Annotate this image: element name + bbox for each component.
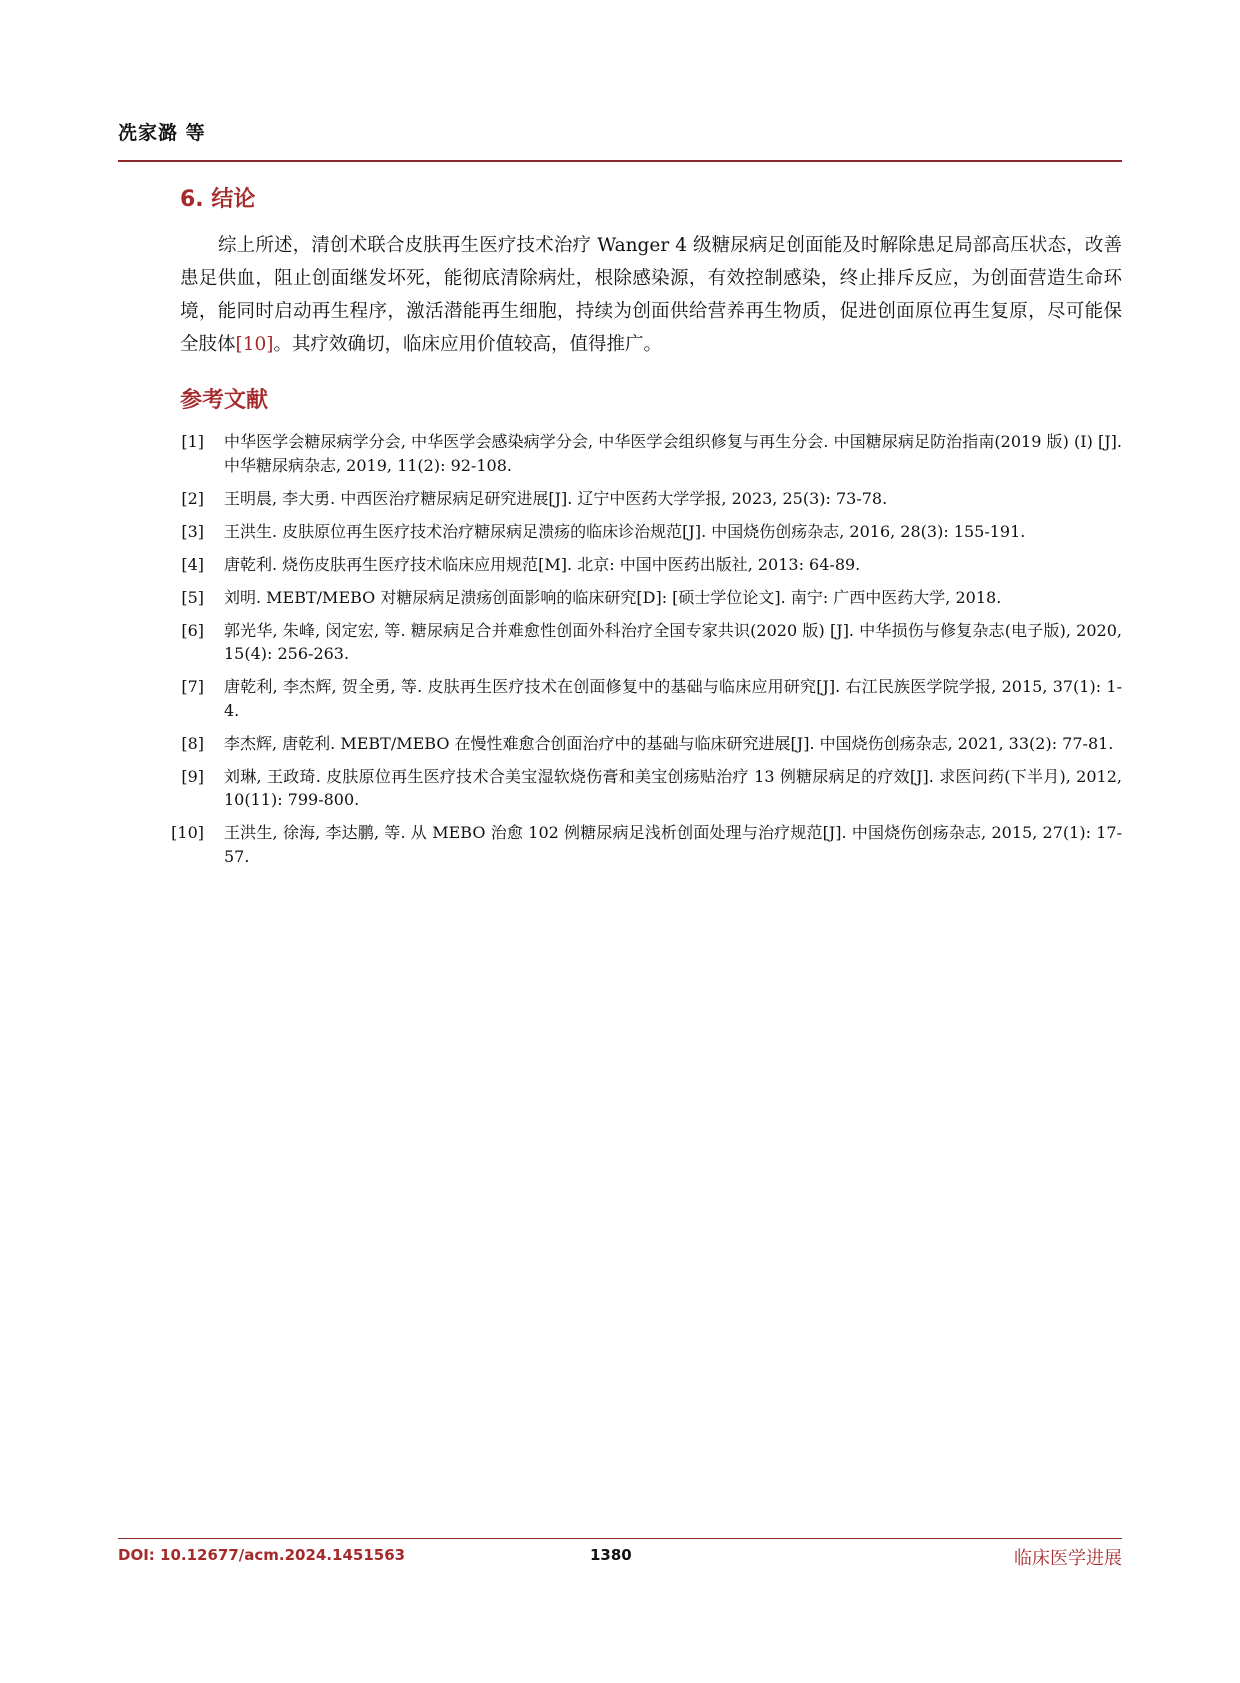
references-heading: 参考文献	[180, 388, 269, 413]
reference-number: [9]	[181, 766, 204, 786]
reference-text: 王洪生, 徐海, 李达鹏, 等. 从 MEBO 治愈 102 例糖尿病足浅析创面处理与治疗规范[J]. 中国烧伤创疡杂志, 2015, 27(1): 17-57.	[224, 823, 1122, 866]
reference-text: 刘明. MEBT/MEBO 对糖尿病足溃疡创面影响的临床研究[D]: [硕士学位论文]. 南宁: 广西中医药大学, 2018.	[224, 587, 1002, 607]
reference-item	[180, 619, 1122, 666]
reference-text: 李杰辉, 唐乾利. MEBT/MEBO 在慢性难愈合创面治疗中的基础与临床研究进展[J]. 中国烧伤创疡杂志, 2021, 33(2): 77-81.	[224, 733, 1114, 753]
reference-number: [4]	[181, 554, 204, 574]
reference-number: [1]	[181, 432, 204, 451]
reference-number: [5]	[181, 587, 204, 607]
reference-item	[180, 520, 1122, 544]
reference-number: [8]	[181, 733, 204, 753]
reference-text: 王洪生. 皮肤原位再生医疗技术治疗糖尿病足溃疡的临床诊治规范[J]. 中国烧伤创疡杂志, 2016, 28(3): 155-191.	[224, 521, 1026, 541]
reference-item	[180, 553, 1122, 577]
header-divider	[118, 160, 1122, 162]
reference-item	[180, 586, 1122, 610]
reference-text: 唐乾利. 烧伤皮肤再生医疗技术临床应用规范[M]. 北京: 中国中医药出版社, 2013: 64-89.	[224, 554, 861, 574]
reference-list	[171, 430, 1122, 868]
reference-item	[180, 675, 1122, 722]
page-number: 1380	[590, 1546, 632, 1564]
reference-item	[180, 487, 1122, 511]
conclusion-text: 综上所述，清创术联合皮肤再生医疗技术治疗 Wanger 4 级糖尿病足创面能及时解除患足局部高压状态，改善患足供血，阻止创面继发坏死，能彻底清除病灶，根除感染源，有效控制感染，终止排斥反应，为创面营造生命环境，能同时启动再生程序，激活潜能再生细胞，持续为创面供给营养再生物质，促进创面原位再生复原，尽可能保全肢体	[180, 235, 1122, 355]
reference-text: 王明晨, 李大勇. 中西医治疗糖尿病足研究进展[J]. 辽宁中医药大学学报, 2023, 25(3): 73-78.	[224, 488, 888, 508]
conclusion-paragraph	[180, 229, 1122, 361]
reference-number: [10]	[171, 823, 204, 842]
reference-text: 中华医学会糖尿病学分会, 中华医学会感染病学分会, 中华医学会组织修复与再生分会. 中国糖尿病足防治指南(2019 版) (I) [J]. 中华糖尿病杂志, 2019, 11(2): 92-108.	[224, 432, 1122, 475]
reference-number: [7]	[181, 677, 204, 696]
citation-link-10[interactable]: [10]	[235, 334, 274, 355]
conclusion-heading: 6. 结论	[180, 187, 256, 212]
reference-number: [3]	[181, 521, 204, 541]
page-content	[171, 180, 1122, 878]
footer-divider	[118, 1538, 1122, 1539]
reference-text: 刘琳, 王政琦. 皮肤原位再生医疗技术合美宝湿软烧伤膏和美宝创疡贴治疗 13 例糖尿病足的疗效[J]. 求医问药(下半月), 2012, 10(11): 799-800.	[224, 766, 1122, 809]
reference-text: 唐乾利, 李杰辉, 贺全勇, 等. 皮肤再生医疗技术在创面修复中的基础与临床应用研究[J]. 右江民族医学院学报, 2015, 37(1): 1-4.	[224, 677, 1122, 720]
reference-item	[180, 430, 1122, 477]
reference-number: [2]	[181, 488, 204, 508]
reference-item	[171, 821, 1122, 868]
conclusion-text-end: 。其疗效确切，临床应用价值较高，值得推广。	[273, 334, 663, 355]
reference-item	[180, 765, 1122, 812]
journal-name: 临床医学进展	[1014, 1548, 1122, 1569]
footer-doi-link[interactable]: DOI: 10.12677/acm.2024.1451563	[118, 1546, 406, 1564]
running-head-authors: 冼家潞 等	[118, 122, 206, 144]
reference-text: 郭光华, 朱峰, 闵定宏, 等. 糖尿病足合并难愈性创面外科治疗全国专家共识(2020 版) [J]. 中华损伤与修复杂志(电子版), 2020, 15(4): 256-263.	[224, 620, 1122, 663]
reference-item	[180, 732, 1122, 756]
reference-number: [6]	[181, 620, 204, 640]
